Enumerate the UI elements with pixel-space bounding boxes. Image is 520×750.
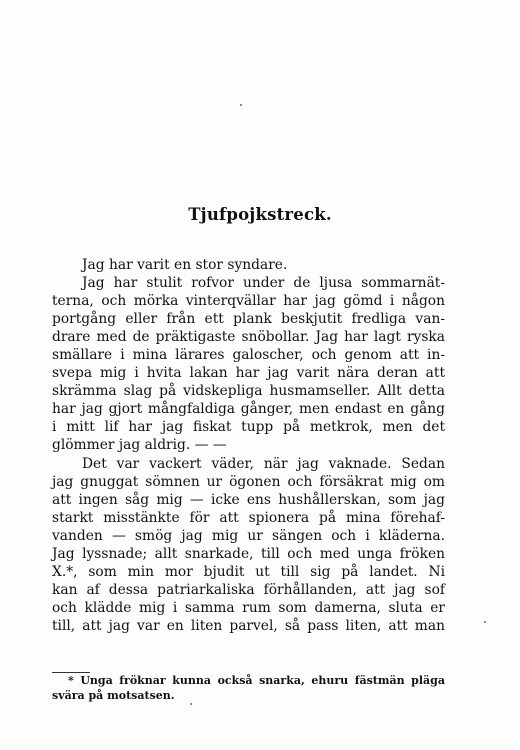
text-line: smällare i mina lärares galoscher, och genom att in- — [52, 347, 445, 364]
text-line: Jag har stulit rofvor under de ljusa sommarnät- — [82, 275, 445, 292]
text-line: starkt misstänkte för att spionera på mina förehaf- — [52, 509, 445, 526]
text-line: till, att jag var en liten parvel, så pass liten, att man — [52, 617, 445, 634]
text-line: och klädde mig i samma rum som damerna, sluta er — [52, 599, 445, 616]
text-line: svepa mig i hvita lakan har jag varit nära deran att — [52, 365, 445, 382]
text-line: har jag gjort mångfaldiga gånger, men endast en gång — [52, 401, 445, 418]
text-line: skrämma slag på vidskepliga husmamseller. Allt detta — [52, 383, 445, 400]
footnote-line: * Unga fröknar kunna också snarka, ehuru fästmän pläga — [68, 674, 445, 687]
body-text — [52, 256, 445, 635]
text-line: Det var vackert väder, när jag vaknade. Sedan — [82, 455, 445, 472]
text-line: Jag har varit en stor syndare. — [82, 257, 288, 273]
footnote-line: svära på motsatsen. — [52, 688, 175, 702]
footnote-rule — [52, 672, 90, 673]
text-line: portgång eller från ett plank beskjutit fredliga van- — [52, 311, 445, 328]
text-line: att ingen såg mig — icke ens hushållerskan, som jag — [52, 491, 445, 508]
print-speck — [484, 621, 486, 623]
print-speck — [240, 104, 242, 106]
chapter-title: Tjufpojkstreck. — [188, 205, 332, 224]
footnote — [52, 674, 445, 703]
text-line: kan af dessa patriarkaliska förhållanden, att jag sof — [52, 581, 445, 598]
print-speck — [190, 703, 192, 705]
text-line: vanden — smög jag mig ur sängen och i kläderna. — [52, 527, 445, 544]
text-line: jag gnuggat sömnen ur ögonen och försäkrat mig om — [52, 473, 445, 490]
text-line: i mitt lif har jag fiskat tupp på metkrok, men det — [52, 419, 445, 436]
text-line: glömmer jag aldrig. — — — [52, 437, 227, 454]
text-line: drare med de präktigaste snöbollar. Jag har lagt ryska — [52, 329, 445, 346]
text-line: terna, och mörka vinterqvällar har jag gömd i någon — [52, 293, 445, 310]
text-line: Jag lyssnade; allt snarkade, till och med unga fröken — [52, 545, 445, 562]
text-line: X.*, som min mor bjudit ut till sig på landet. Ni — [52, 563, 445, 580]
